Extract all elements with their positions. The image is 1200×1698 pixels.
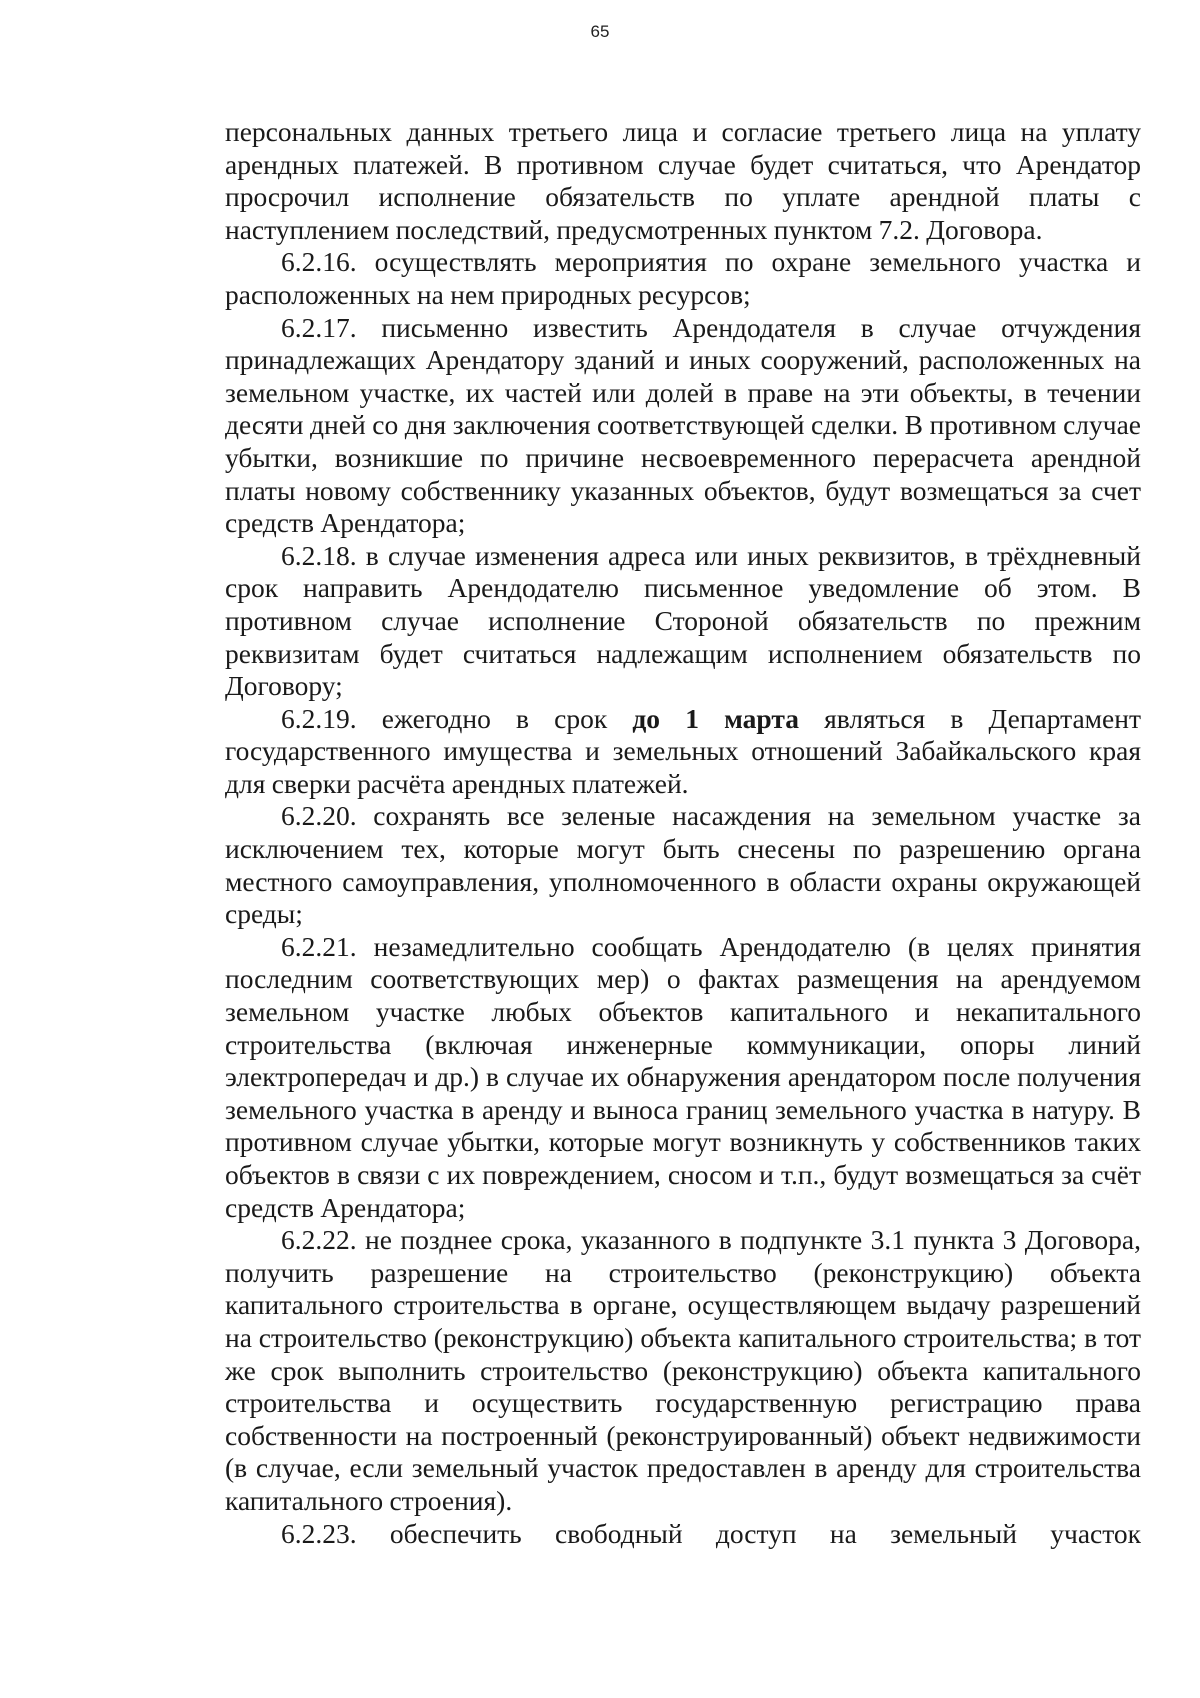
paragraph-6-2-21: 6.2.21. незамедлительно сообщать Арендодателю (в целях принятия последним соответствующих мер) о фактах размещения на арендуемом земельном участке любых объектов капитального и некапитального строительства (включая инженерные коммуникации, опоры линий электропередач и др.) в случае их обнаружения арендатором после получения земельного участка в аренду и выноса границ земельного участка в натуру. В противном случае убытки, которые могут возникнуть у собственников таких объектов в связи с их повреждением, сносом и т.п., будут возмещаться за счёт средств Арендатора; <box>225 930 1141 1223</box>
paragraph-6-2-19-end: являться в Департамент государственного имущества и земельных отношений Забайкальского края для сверки расчёта арендных платежей. <box>225 702 1141 799</box>
document-body <box>225 116 1141 1550</box>
paragraph-6-2-19-start: 6.2.19. ежегодно в срок <box>281 702 633 734</box>
paragraph-6-2-23: 6.2.23. обеспечить свободный доступ на земельный участок <box>281 1517 1141 1549</box>
paragraph-6-2-16: 6.2.16. осуществлять мероприятия по охране земельного участка и расположенных на нем природных ресурсов; <box>225 246 1141 310</box>
deadline-bold: до 1 марта <box>632 702 799 734</box>
paragraph-6-2-17: 6.2.17. письменно известить Арендодателя в случае отчуждения принадлежащих Арендатору зданий и иных сооружений, расположенных на земельном участке, их частей или долей в праве на эти объекты, в течении десяти дней со дня заключения соответствующей сделки. В противном случае убытки, возникшие по причине несвоевременного перерасчета арендной платы новому собственнику указанных объектов, будут возмещаться за счет средств Арендатора; <box>225 311 1141 539</box>
paragraph-6-2-20: 6.2.20. сохранять все зеленые насаждения на земельном участке за исключением тех, которые могут быть снесены по разрешению органа местного самоуправления, уполномоченного в области охраны окружающей среды; <box>225 800 1141 930</box>
paragraph-6-2-22: 6.2.22. не позднее срока, указанного в подпункте 3.1 пункта 3 Договора, получить разрешение на строительство (реконструкцию) объекта капитального строительства в органе, осуществляющем выдачу разрешений на строительство (реконструкцию) объекта капитального строительства; в тот же срок выполнить строительство (реконструкцию) объекта капитального строительства и осуществить государственную регистрацию права собственности на построенный (реконструированный) объект недвижимости (в случае, если земельный участок предоставлен в аренду для строительства капитального строения). <box>225 1224 1141 1516</box>
paragraph-continuation: персональных данных третьего лица и согласие третьего лица на уплату арендных платежей. В противном случае будет считаться, что Арендатор просрочил исполнение обязательств по уплате арендной платы с наступлением последствий, предусмотренных пунктом 7.2. Договора. <box>225 116 1141 245</box>
paragraph-6-2-19 <box>225 703 1141 801</box>
page-number: 65 <box>590 22 610 41</box>
paragraph-6-2-18: 6.2.18. в случае изменения адреса или иных реквизитов, в трёхдневный срок направить Арендодателю письменное уведомление об этом. В противном случае исполнение Стороной обязательств по прежним реквизитам будет считаться надлежащим исполнением обязательств по Договору; <box>225 539 1141 702</box>
